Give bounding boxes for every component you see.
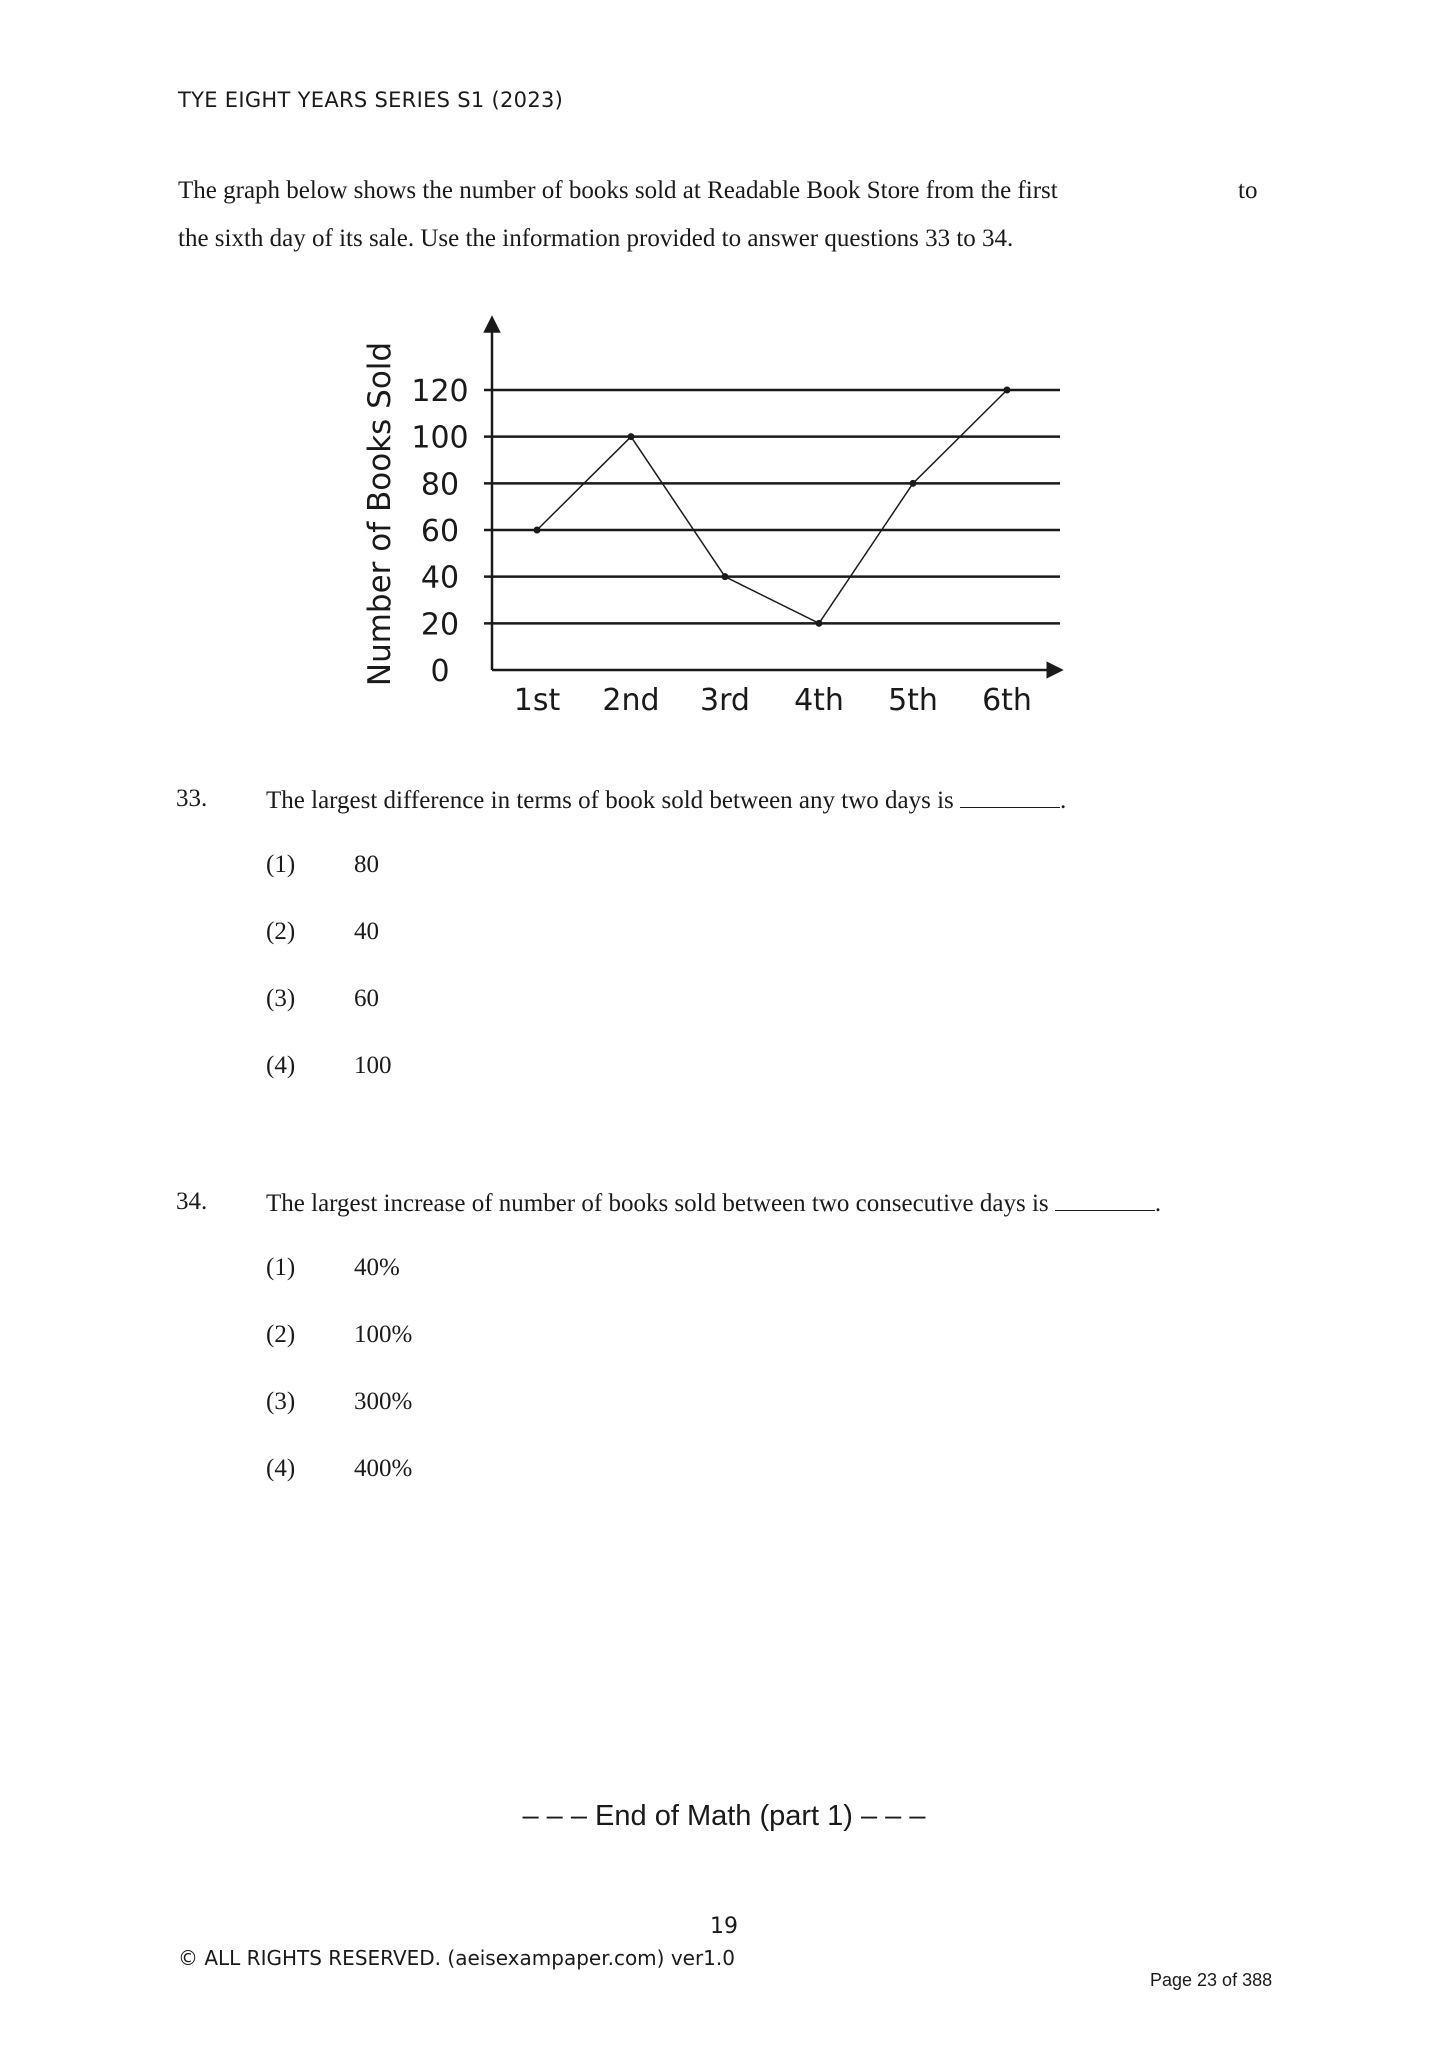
option-value: 40 xyxy=(354,918,379,945)
y-tick-label: 0 xyxy=(430,654,450,689)
data-point xyxy=(1004,387,1011,394)
intro-line-1 xyxy=(178,176,1278,206)
end-marker: – – – End of Math (part 1) – – – xyxy=(522,1800,926,1832)
y-tick-label: 100 xyxy=(411,420,469,456)
option-value: 100% xyxy=(354,1321,413,1348)
option-value: 100 xyxy=(354,1052,392,1079)
y-tick-label: 80 xyxy=(420,467,460,503)
page-number: 19 xyxy=(710,1914,738,1939)
series-header: TYE EIGHT YEARS SERIES S1 (2023) xyxy=(178,88,564,112)
y-tick-label: 120 xyxy=(411,374,469,409)
question-period: . xyxy=(1154,1190,1162,1217)
question-stem: The largest increase of number of books sold between two consecutive days is xyxy=(266,1190,1049,1217)
intro-text-1: The graph below shows the number of books sold at Readable Book Store from the first xyxy=(178,177,1058,204)
option-number: (4) xyxy=(266,1052,296,1079)
x-tick-label: 6th xyxy=(982,683,1032,718)
page-of-total: Page 23 of 388 xyxy=(1150,1970,1273,1990)
question-number: 33. xyxy=(176,785,208,812)
intro-text-1-tail: to xyxy=(1238,177,1258,204)
x-tick-label: 5th xyxy=(888,683,938,718)
x-tick-label: 1st xyxy=(513,683,561,718)
series-line xyxy=(537,390,1007,623)
y-axis-label: Number of Books Sold xyxy=(362,341,398,687)
y-tick-label: 20 xyxy=(420,607,460,643)
x-tick-label: 3rd xyxy=(700,683,750,718)
option-number: (3) xyxy=(266,1388,296,1415)
option-number: (1) xyxy=(266,851,296,878)
chart-series xyxy=(534,387,1011,627)
data-point xyxy=(816,620,823,627)
option-number: (2) xyxy=(266,918,296,945)
option-number: (2) xyxy=(266,1321,296,1348)
data-point xyxy=(534,527,541,534)
data-point xyxy=(628,433,635,440)
y-tick-label: 60 xyxy=(420,514,460,549)
option-number: (3) xyxy=(266,985,296,1012)
question-number: 34. xyxy=(176,1188,208,1215)
option-value: 60 xyxy=(354,985,379,1012)
answer-blank xyxy=(960,785,1060,808)
question-text xyxy=(266,785,1066,815)
option-value: 40% xyxy=(354,1254,400,1281)
question-text xyxy=(266,1188,1161,1218)
question-stem: The largest difference in terms of book sold between any two days is xyxy=(266,787,954,814)
x-tick-label: 2nd xyxy=(602,683,660,718)
books-sold-line-chart xyxy=(360,310,1080,730)
copyright-notice: © ALL RIGHTS RESERVED. (aeisexampaper.com) ver1.0 xyxy=(178,1946,735,1970)
option-value: 300% xyxy=(354,1388,413,1415)
answer-blank xyxy=(1055,1188,1155,1211)
option-number: (1) xyxy=(266,1254,296,1281)
chart-gridlines xyxy=(484,390,1060,623)
data-point xyxy=(722,573,729,580)
x-tick-label: 4th xyxy=(794,683,844,718)
option-value: 400% xyxy=(354,1455,413,1482)
option-number: (4) xyxy=(266,1455,296,1482)
data-point xyxy=(910,480,917,487)
option-value: 80 xyxy=(354,851,379,878)
intro-line-2: the sixth day of its sale. Use the information provided to answer questions 33 to 34. xyxy=(178,225,1014,252)
question-period: . xyxy=(1060,787,1067,814)
y-tick-labels xyxy=(411,374,468,689)
x-tick-labels xyxy=(514,683,1032,718)
y-tick-label: 40 xyxy=(420,560,460,596)
